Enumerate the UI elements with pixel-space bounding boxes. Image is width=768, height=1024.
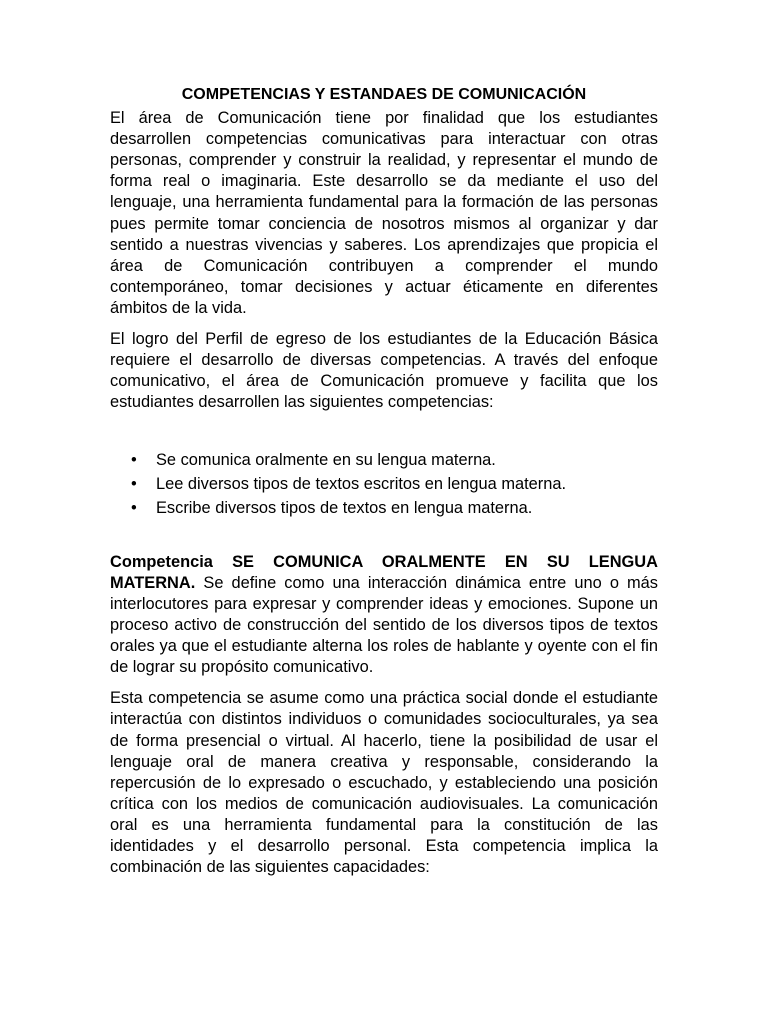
list-item-text: Se comunica oralmente en su lengua materna. xyxy=(156,451,496,470)
competencia-oral-paragraph xyxy=(110,552,658,679)
perfil-paragraph: El logro del Perfil de egreso de los estudiantes de la Educación Básica requiere el desarrollo de diversas competencias. A través del enfoque comunicativo, el área de Comunicación promueve y facilita que los estudiantes desarrollen las siguientes competencias: xyxy=(110,330,658,412)
competencias-list xyxy=(110,450,658,519)
list-item xyxy=(110,474,658,496)
competencia-name: SE COMUNICA ORALMENTE EN SU LENGUA MATERNA. xyxy=(110,552,658,592)
competencia-description: Se define como una interacción dinámica entre uno o más interlocutores para expresar y comprender ideas y emociones. Supone un proceso activo de construcción del sentido de los diversos tipos de textos orales ya que el estudiante alterna los roles de hablante y oyente con el fin de lograr su propósito comunicativo. xyxy=(110,573,658,677)
bullet-icon: • xyxy=(131,499,137,517)
practica-social-paragraph: Esta competencia se asume como una práctica social donde el estudiante interactúa con distintos individuos o comunidades socioculturales, ya sea de forma presencial o virtual. Al hacerlo, tiene la posibilidad de usar el lenguaje oral de manera creativa y responsable, considerando la repercusión de lo expresado o escuchado, y estableciendo una posición crítica con los medios de comunicación audiovisuales. La comunicación oral es una herramienta fundamental para la constitución de las identidades y el desarrollo personal. Esta competencia implica la combinación de las siguientes capacidades: xyxy=(110,689,658,877)
competencia-label: Competencia xyxy=(110,552,233,571)
document-title: COMPETENCIAS Y ESTANDAES DE COMUNICACIÓN xyxy=(181,86,587,103)
list-item xyxy=(110,498,658,520)
list-item-text: Lee diversos tipos de textos escritos en lengua materna. xyxy=(156,475,566,494)
document-body xyxy=(110,84,658,888)
list-item-text: Escribe diversos tipos de textos en lengua materna. xyxy=(156,499,533,517)
bullet-icon: • xyxy=(131,475,137,494)
list-item xyxy=(110,450,658,472)
bullet-icon: • xyxy=(131,451,137,470)
intro-paragraph: El área de Comunicación tiene por finalidad que los estudiantes desarrollen competencias comunicativas para interactuar con otras personas, comprender y construir la realidad, y representar el mundo de forma real o imaginaria. Este desarrollo se da mediante el uso del lenguaje, una herramienta fundamental para la formación de las personas pues permite tomar conciencia de nosotros mismos al organizar y dar sentido a nuestras vivencias y saberes. Los aprendizajes que propicia el área de Comunicación contribuyen a comprender el mundo contemporáneo, tomar decisiones y actuar éticamente en diferentes ámbitos de la vida. xyxy=(110,109,658,317)
